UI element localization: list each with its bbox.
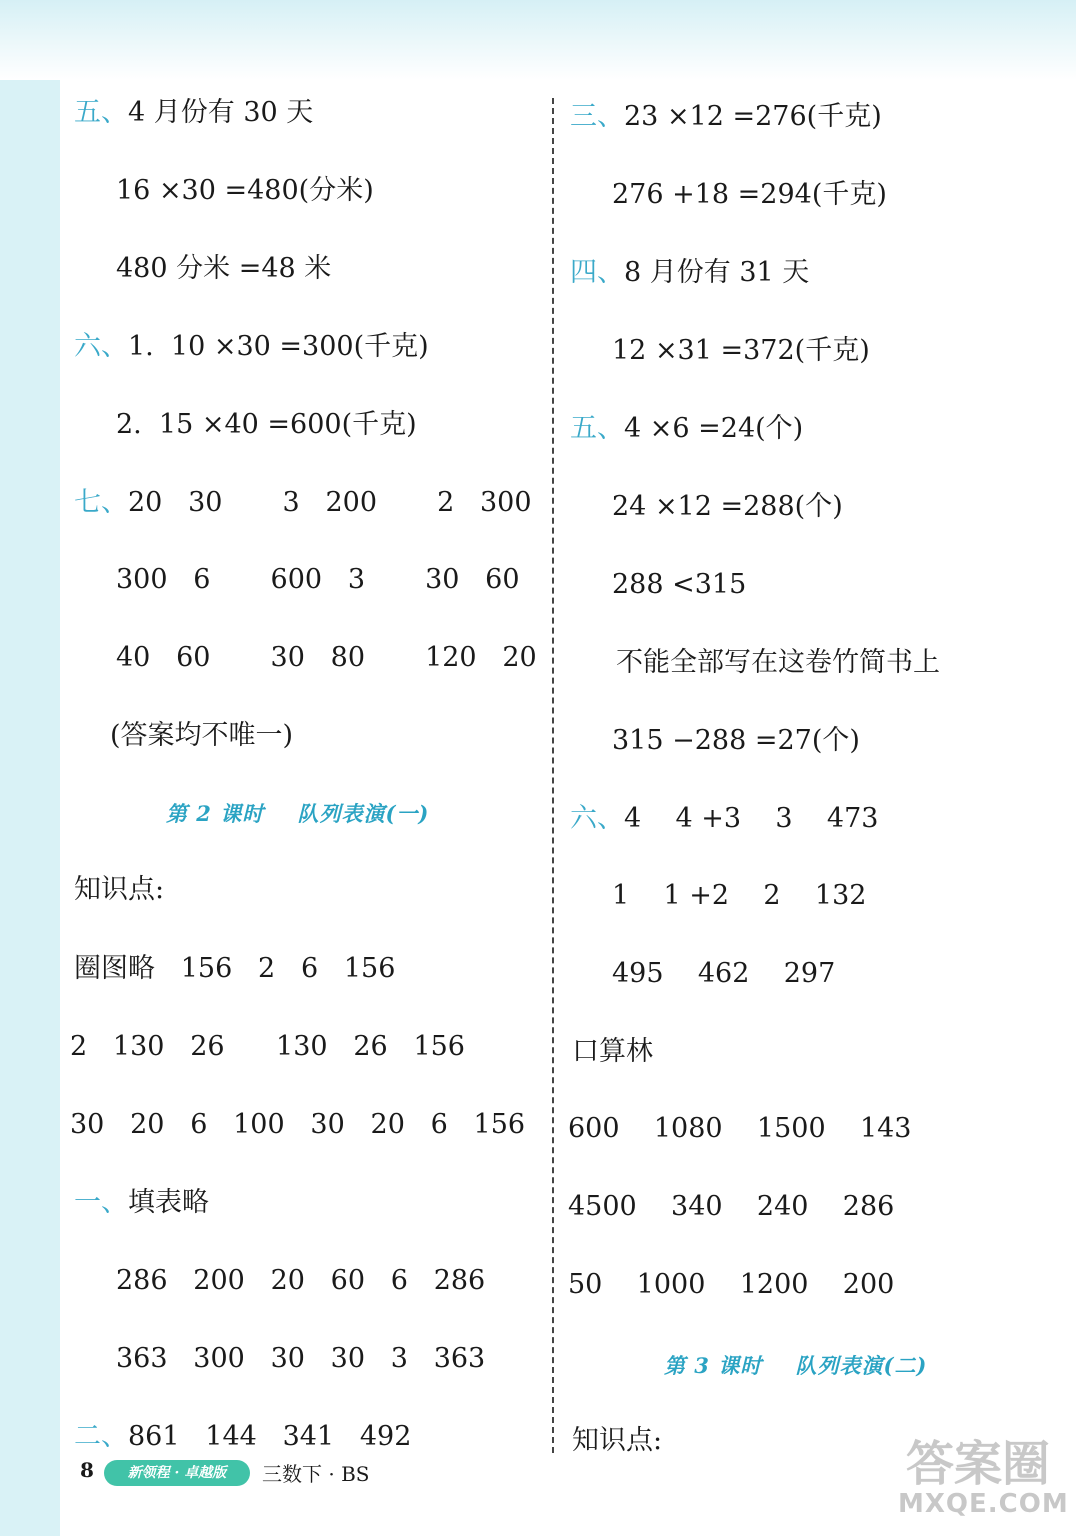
answer-row: 圈图略 156 2 6 156 <box>74 953 396 984</box>
question-number: 六、 <box>570 803 624 834</box>
left-q5-heading: 五、4 月份有 30 天 <box>74 97 314 128</box>
book-name: 三数下 · BS <box>262 1462 370 1486</box>
left-s2-row1: 二、861 144 341 492 <box>74 1421 412 1452</box>
answer-line: 288 <315 <box>612 569 747 600</box>
watermark-logo <box>898 1436 1069 1526</box>
answer-line: 不能全部写在这卷竹简书上 <box>616 647 940 678</box>
page-number: 8 <box>80 1458 94 1482</box>
question-number: 三、 <box>570 101 624 132</box>
header-band <box>0 0 1076 80</box>
mental-math-label: 口算林 <box>572 1036 653 1067</box>
question-number: 四、 <box>570 257 624 288</box>
right-q5-line1: 五、4 ×6 =24(个) <box>570 413 804 444</box>
watermark-text: 答案圈 <box>905 1436 1050 1492</box>
answer-row: 363 300 30 30 3 363 <box>116 1343 486 1374</box>
answer-line: 315 −288 =27(个) <box>612 725 860 756</box>
answer-row: 1 1 +2 2 132 <box>612 880 867 911</box>
question-number: 六、 <box>74 331 128 362</box>
answer-line: 276 +18 =294(千克) <box>612 179 887 210</box>
answer-row: 286 200 20 60 6 286 <box>116 1265 486 1296</box>
question-number: 五、 <box>570 413 624 444</box>
answer-row: 4500 340 240 286 <box>568 1191 895 1222</box>
answer-row: 40 60 30 80 120 20 <box>116 642 537 673</box>
lesson-3-title: 第 3 课时 队列表演(二) <box>664 1353 928 1378</box>
answer-line: 16 ×30 =480(分米) <box>116 175 374 206</box>
question-number: 二、 <box>74 1421 128 1452</box>
left-q7-row1: 七、20 30 3 200 2 300 <box>74 487 532 518</box>
answer-row: 30 20 6 100 30 20 6 156 <box>70 1109 526 1140</box>
page-margin-band <box>0 0 60 1536</box>
answer-row: 600 1080 1500 143 <box>568 1113 912 1144</box>
column-divider <box>552 98 554 1453</box>
right-q3-line1: 三、23 ×12 =276(千克) <box>570 101 882 132</box>
answer-row: 495 462 297 <box>612 958 836 989</box>
page <box>60 0 1076 1536</box>
question-number: 七、 <box>74 487 128 518</box>
series-badge: 新领程 · 卓越版 <box>104 1460 250 1486</box>
question-number: 一、 <box>74 1187 128 1218</box>
answer-line: 2. 15 ×40 =600(千克) <box>116 409 417 440</box>
answer-row: 2 130 26 130 26 156 <box>70 1031 465 1062</box>
right-q4-heading: 四、8 月份有 31 天 <box>570 257 810 288</box>
knowledge-point-label: 知识点: <box>74 874 165 905</box>
left-s1-heading: 一、填表略 <box>74 1187 209 1218</box>
lesson-2-title: 第 2 课时 队列表演(一) <box>166 801 430 826</box>
knowledge-point-label: 知识点: <box>572 1425 663 1456</box>
left-q6-line1: 六、1. 10 ×30 =300(千克) <box>74 331 429 362</box>
answer-row: 50 1000 1200 200 <box>568 1269 895 1300</box>
right-q6-row1: 六、4 4 +3 3 473 <box>570 803 879 834</box>
question-number: 五、 <box>74 97 128 128</box>
answer-row: 300 6 600 3 30 60 <box>116 564 520 595</box>
answer-note: (答案均不唯一) <box>110 720 294 751</box>
answer-line: 480 分米 =48 米 <box>116 253 332 284</box>
answer-line: 24 ×12 =288(个) <box>612 491 843 522</box>
answer-line: 12 ×31 =372(千克) <box>612 335 870 366</box>
watermark-url: MXQE.COM <box>898 1489 1069 1519</box>
